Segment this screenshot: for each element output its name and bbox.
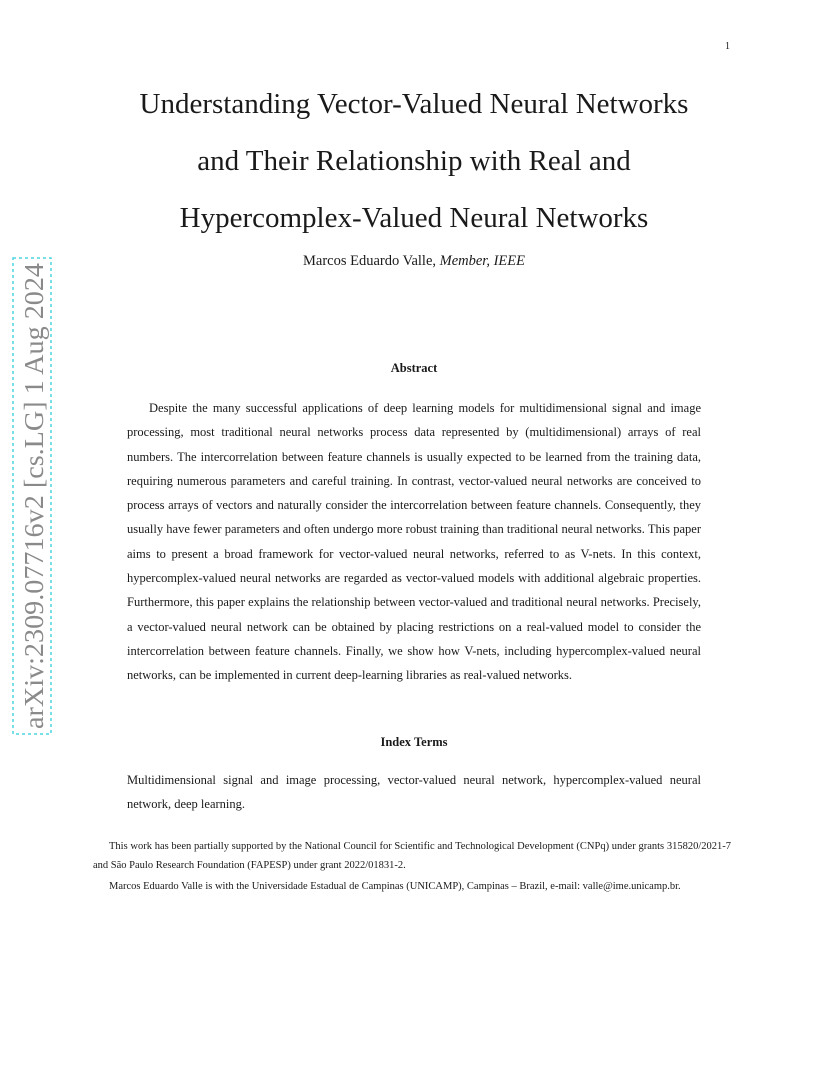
title-line: and Their Relationship with Real and xyxy=(197,145,631,177)
arxiv-stamp-text: arXiv:2309.07716v2 [cs.LG] 1 Aug 2024 xyxy=(19,282,49,729)
arxiv-stamp xyxy=(12,257,52,735)
paper-title xyxy=(60,76,768,247)
author-name: Marcos Eduardo Valle, xyxy=(303,253,437,269)
index-terms-text: Multidimensional signal and image processing, vector-valued neural network, hypercomplex-valued neural network, deep learning. xyxy=(127,773,701,812)
page-number: 1 xyxy=(725,41,730,52)
title-line: Understanding Vector-Valued Neural Networks xyxy=(139,88,689,120)
funding-footnote: This work has been partially supported by the National Council for Scientific and Technological Development (CNPq) under grants 315820/2021-7 and São Paulo Research Foundation (FAPESP) under grant 2022/01831-2. xyxy=(93,841,731,871)
index-terms-heading: Index Terms xyxy=(380,735,448,749)
title-line: Hypercomplex-Valued Neural Networks xyxy=(179,202,649,234)
footnotes xyxy=(93,838,731,900)
author-role: Member, IEEE xyxy=(439,253,525,269)
abstract-text: Despite the many successful applications of deep learning models for multidimensional signal and image processing, most traditional neural networks process data represented by (multidimensional) arrays of real numbers. The intercorrelation between feature channels is usually expected to be learned from the training data, requiring numerous parameters and careful training. In contrast, vector-valued neural networks are conceived to process arrays of vectors and naturally consider the intercorrelation between feature channels. Consequently, they usually have fewer parameters and often undergo more robust training than traditional neural networks. This paper aims to present a broad framework for vector-valued neural networks, referred to as V-nets. In this context, hypercomplex-valued neural networks are regarded as vector-valued models with additional algebraic properties. Furthermore, this paper explains the relationship between vector-valued and traditional neural networks. Precisely, a vector-valued neural network can be obtained by placing restrictions on a real-valued model to consider the intercorrelation between feature channels. Finally, we show how V-nets, including hypercomplex-valued neural networks, can be implemented in current deep-learning libraries as real-valued networks. xyxy=(127,401,701,683)
author-line xyxy=(0,253,828,270)
abstract-heading: Abstract xyxy=(390,361,438,375)
affiliation-footnote: Marcos Eduardo Valle is with the Universidade Estadual de Campinas (UNICAMP), Campinas – Brazil, e-mail: valle@ime.unicamp.br. xyxy=(109,881,681,892)
